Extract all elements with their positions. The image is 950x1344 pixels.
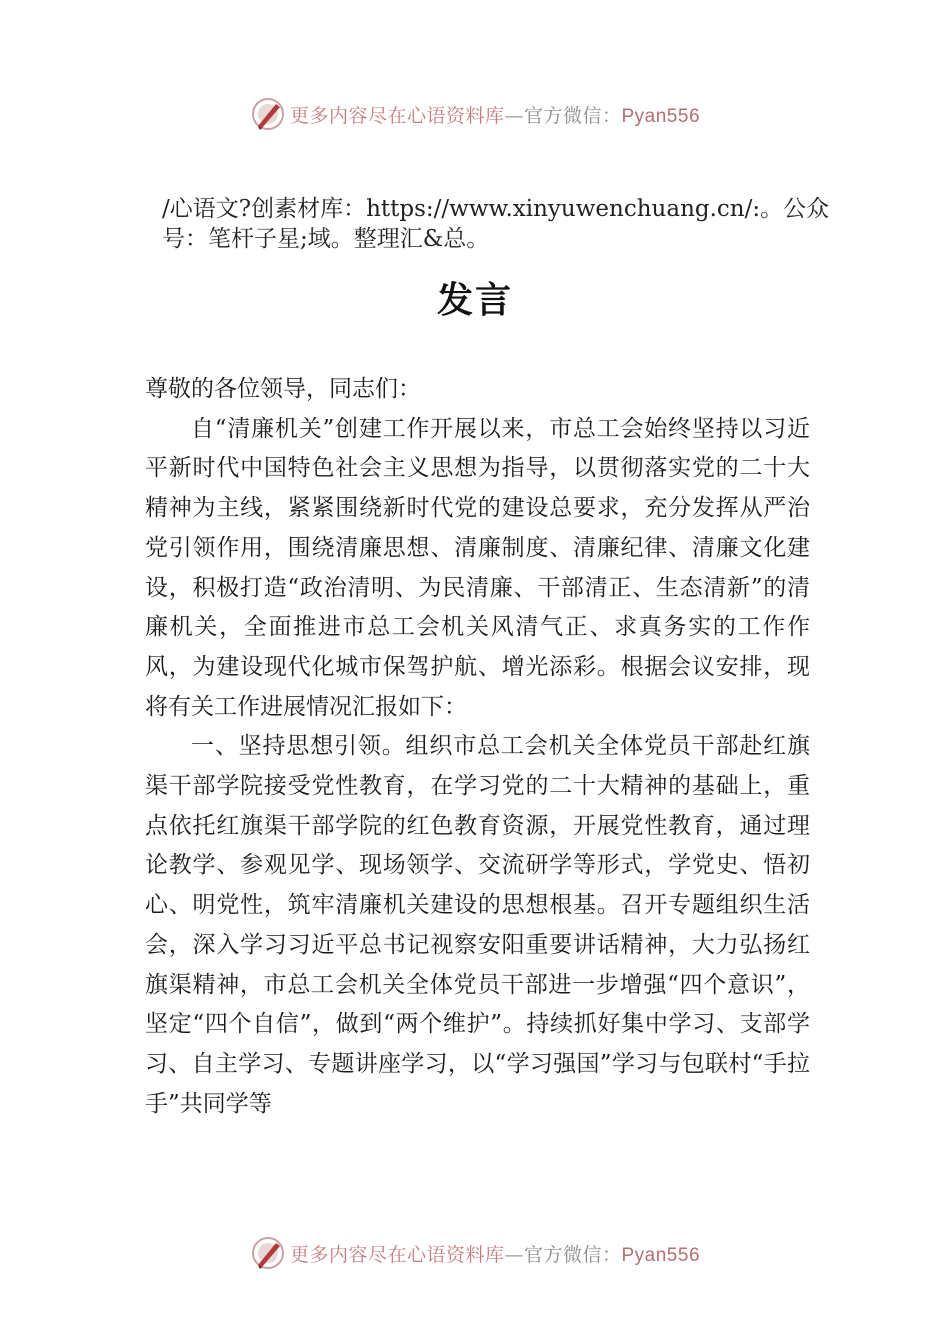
- document-body: [145, 370, 810, 1124]
- pen-logo-icon: [250, 1235, 286, 1271]
- watermark-header: [0, 94, 950, 134]
- watermark-text: 更多内容尽在心语资料库—官方微信：Pyan556: [289, 1243, 701, 1266]
- watermark-footer: [0, 1233, 950, 1273]
- page-title: 发言: [436, 279, 513, 321]
- watermark-text: 更多内容尽在心语资料库—官方微信：Pyan556: [289, 104, 701, 127]
- paragraph-section-one: 一、坚持思想引领。组织市总工会机关全体党员干部赴红旗渠干部学院接受党性教育，在学习党的二十大精神的基础上，重点依托红旗渠干部学院的红色教育资源，开展党性教育，通过理论教学、参观见学、现场领学、交流研学等形式，学党史、悟初心、明党性，筑牢清廉机关建设的思想根基。召开专题组织生活会，深入学习习近平总书记视察安阳重要讲话精神，大力弘扬红旗渠精神，市总工会机关全体党员干部进一步增强“四个意识”，坚定“四个自信”，做到“两个维护”。持续抓好集中学习、支部学习、自主学习、专题讲座学习，以“学习强国”学习与包联村“手拉手”共同学等: [145, 733, 810, 1117]
- source-note: /心语文?创素材库：https://www.xinyuwenchuang.cn/:。公众号：笔杆子星;域。整理汇&总。: [162, 196, 830, 252]
- salutation: 尊敬的各位领导，同志们：: [145, 376, 421, 402]
- pen-logo-icon: [250, 96, 286, 132]
- paragraph-intro: 自“清廉机关”创建工作开展以来，市总工会始终坚持以习近平新时代中国特色社会主义思想为指导，以贯彻落实党的二十大精神为主线，紧紧围绕新时代党的建设总要求，充分发挥从严治党引领作用，围绕清廉思想、清廉制度、清廉纪律、清廉文化建设，积极打造“政治清明、为民清廉、干部清正、生态清新”的清廉机关，全面推进市总工会机关风清气正、求真务实的工作作风，为建设现代化城市保驾护航、增光添彩。根据会议安排，现将有关工作进展情况汇报如下：: [145, 415, 810, 720]
